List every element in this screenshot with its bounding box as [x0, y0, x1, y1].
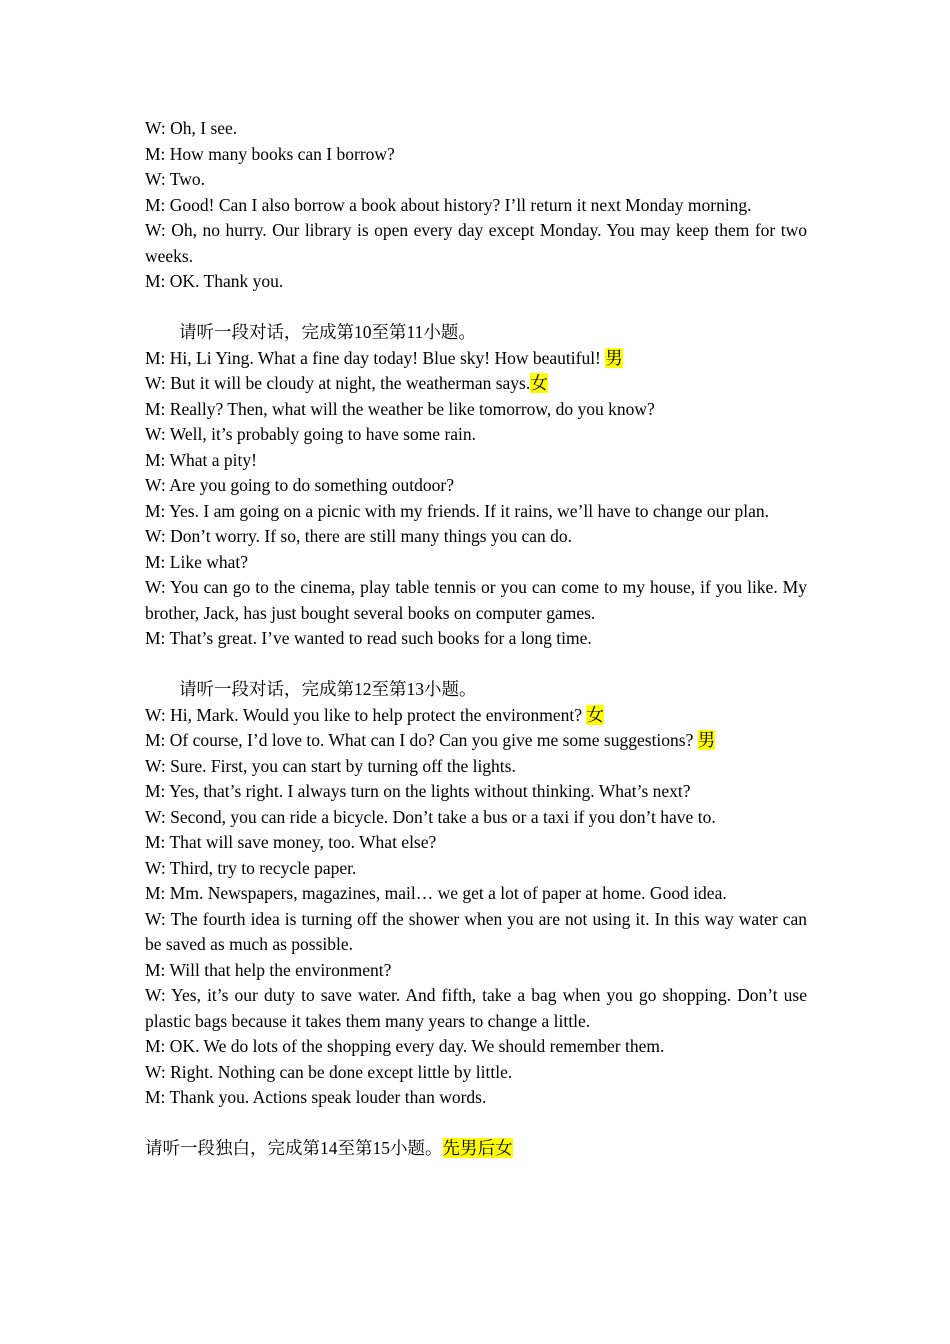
- dialogue-line: [145, 371, 807, 397]
- dialogue-line: W: Well, it’s probably going to have some rain.: [145, 424, 477, 444]
- dialogue-line: M: Yes. I am going on a picnic with my friends. If it rains, we’ll have to change our plan.: [145, 500, 770, 521]
- dialogue-line: W: You can go to the cinema, play table tennis or you can come to my house, if you like. My brother, Jack, has just bought several books on computer games.: [145, 577, 807, 623]
- dialogue-line: W: Oh, no hurry. Our library is open every day except Monday. You may keep them for two weeks.: [145, 220, 807, 266]
- speaker-order-highlight: 先男后女: [442, 1138, 513, 1158]
- dialogue-line: M: OK. Thank you.: [145, 271, 284, 291]
- speaker-highlight: 男: [605, 347, 623, 368]
- dialogue-line: W: Oh, I see.: [145, 118, 238, 138]
- dialogue-line: M: Good! Can I also borrow a book about history? I’ll return it next Monday morning.: [145, 194, 752, 215]
- dialogue-line: M: Thank you. Actions speak louder than words.: [145, 1087, 487, 1107]
- dialogue-line: M: How many books can I borrow?: [145, 143, 395, 164]
- dialogue-line: M: What a pity!: [145, 449, 257, 470]
- dialogue-line: M: Mm. Newspapers, magazines, mail… we get a lot of paper at home. Good idea.: [145, 883, 727, 903]
- dialogue-line: W: Right. Nothing can be done except little by little.: [145, 1061, 513, 1082]
- dialogue-line: [145, 703, 807, 729]
- blank-line: [145, 295, 807, 321]
- dialogue-text: W: Hi, Mark. Would you like to help protect the environment?: [145, 704, 582, 725]
- dialogue-line: M: Really? Then, what will the weather be like tomorrow, do you know?: [145, 398, 655, 419]
- section-heading-text: 请听一段独白，完成第14至第15小题。: [145, 1138, 443, 1158]
- dialogue-line: W: Are you going to do something outdoor?: [145, 475, 454, 495]
- dialogue-line: [145, 346, 807, 372]
- speaker-highlight: 男: [697, 730, 716, 750]
- dialogue-line: W: Yes, it’s our duty to save water. And fifth, take a bag when you go shopping. Don’t use plastic bags because it takes them many years to change a little.: [145, 985, 807, 1031]
- transcript-body: [145, 116, 807, 1162]
- dialogue-line: W: Sure. First, you can start by turning off the lights.: [145, 755, 516, 776]
- dialogue-line: M: That will save money, too. What else?: [145, 832, 437, 852]
- dialogue-line: W: Don’t worry. If so, there are still many things you can do.: [145, 526, 573, 546]
- dialogue-text: M: Hi, Li Ying. What a fine day today! Blue sky! How beautiful!: [145, 347, 601, 368]
- section-heading: [145, 1136, 807, 1162]
- dialogue-line: M: Yes, that’s right. I always turn on the lights without thinking. What’s next?: [145, 781, 691, 801]
- speaker-highlight: 女: [530, 373, 548, 393]
- dialogue-line: W: Third, try to recycle paper.: [145, 857, 357, 878]
- dialogue-line: W: The fourth idea is turning off the shower when you are not using it. In this way water can be saved as much as possible.: [145, 908, 807, 954]
- dialogue-line: [145, 728, 807, 754]
- dialogue-text: M: Of course, I’d love to. What can I do? Can you give me some suggestions?: [145, 730, 694, 750]
- section-heading: 请听一段对话，完成第10至第11小题。: [179, 322, 476, 342]
- dialogue-line: W: Second, you can ride a bicycle. Don’t take a bus or a taxi if you don’t have to.: [145, 806, 716, 827]
- section-heading: 请听一段对话，完成第12至第13小题。: [179, 679, 477, 699]
- speaker-highlight: 女: [586, 704, 604, 725]
- dialogue-line: M: OK. We do lots of the shopping every day. We should remember them.: [145, 1036, 665, 1056]
- dialogue-line: M: Will that help the environment?: [145, 959, 392, 980]
- dialogue-text: W: But it will be cloudy at night, the weatherman says.: [145, 373, 531, 393]
- dialogue-line: M: That’s great. I’ve wanted to read such books for a long time.: [145, 628, 592, 648]
- dialogue-line: M: Like what?: [145, 551, 249, 572]
- blank-line: [145, 1111, 807, 1137]
- blank-line: [145, 652, 807, 678]
- dialogue-line: W: Two.: [145, 169, 206, 189]
